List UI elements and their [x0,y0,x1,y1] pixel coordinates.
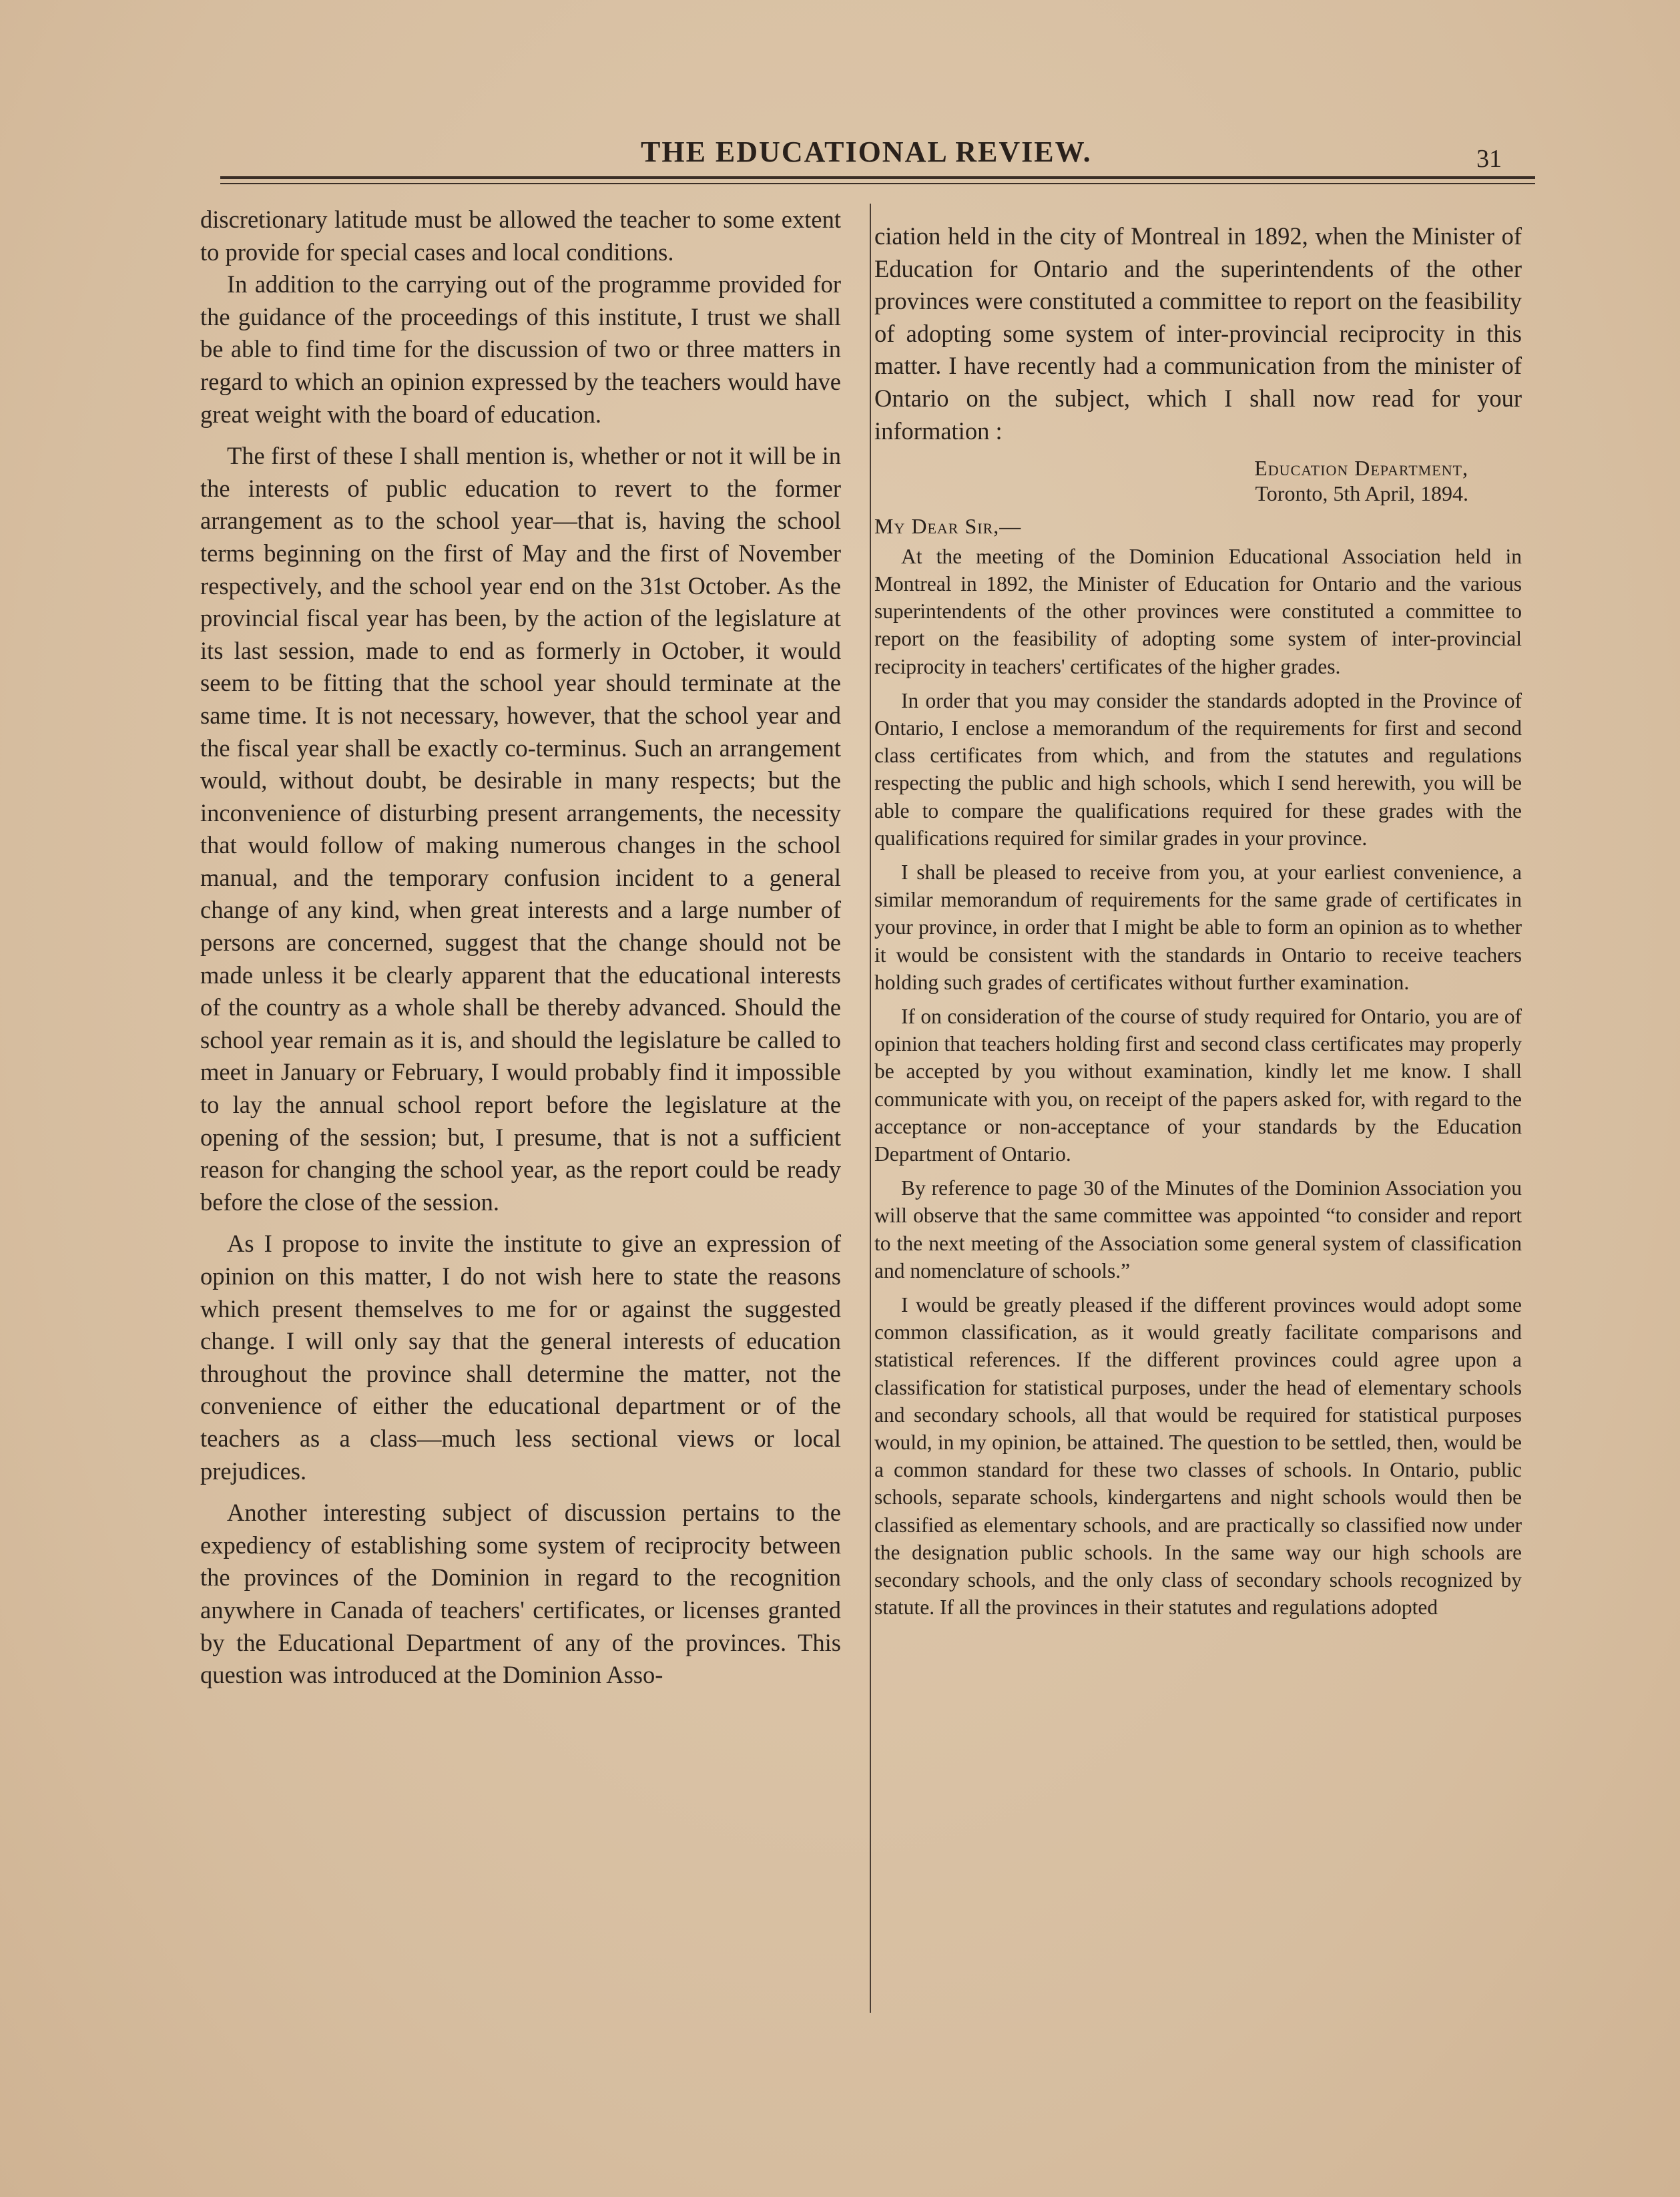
letter-paragraph: I shall be pleased to receive from you, at your earliest convenience, a similar memorandum of requirements for the same grade of certificates in your province, in order that I might be able to form an opinion as to whether it would be consistent with the standards in Ontario to receive teachers holding such grades of certificates without further examination. [874,860,1522,994]
letter-paragraph: If on consideration of the course of study required for Ontario, you are of opinion that teachers holding first and second class certificates may properly be accepted by you without examination, kindly let me know. I shall communicate with you, on receipt of the papers asked for, with regard to the acceptance or non-acceptance of your standards by the Education Department of Ontario. [874,1005,1522,1166]
letter-body [874,543,1522,1622]
paragraph: ciation held in the city of Montreal in 1892, when the Minister of Education for Ontario and the superintendents of the other provinces were constituted a committee to report on the feasibility of adopting some system of inter-provincial reciprocity in this matter. I have recently had a communication from the minister of Ontario on the subject, which I shall now read for your information : [874,222,1522,445]
right-column [874,220,1522,1621]
letter-heading [874,455,1468,506]
paragraph: Another interesting subject of discussion pertains to the expediency of establishing some system of reciprocity between the provinces of the Dominion in regard to the recognition anywhere in Canada of teachers' certificates, or licenses granted by the Educational Department of any of the provinces. This question was introduced at the Dominion Asso- [200,1499,841,1689]
letter-department: Education Department, [1254,456,1468,481]
letter-paragraph: In order that you may consider the standards adopted in the Province of Ontario, I enclose a memorandum of the requirements for first and second class certificates from which, and from the statutes and regulations respecting the public and high schools, which I send herewith, you will be able to compare the qualifications required for these grades with the qualifications required for similar grades in your province. [874,688,1522,850]
left-column [200,204,841,1692]
paragraph: The first of these I shall mention is, whether or not it will be in the interests of public education to revert to the former arrangement as to the school year—that is, having the school terms beginning on the first of May and the first of November respectively, and the school year end on the 31st October. As the provincial fiscal year has been, by the action of the legislature at its last session, made to end as formerly in October, it would seem to be fitting that the school year should terminate at the same time. It is not necessary, however, that the school year and the fiscal year shall be exactly co-terminus. Such an arrangement would, without doubt, be desirable in many respects; but the inconvenience of disturbing present arrangements, the necessity that would follow of making numerous changes in the school manual, and the temporary confusion incident to a general change of any kind, when great interests and a large number of persons are concerned, suggest that the change should not be made unless it be clearly apparent that the educational interests of the country as a whole shall be thereby advanced. Should the school year remain as it is, and should the legislature be called to meet in January or February, I would probably find it impossible to lay the annual school report before the legislature at the opening of the session; but, I presume, that is not a sufficient reason for changing the school year, as the report could be ready before the close of the session. [200,442,841,1216]
letter-paragraph: At the meeting of the Dominion Educational Association held in Montreal in 1892, the Minister of Education for Ontario and the various superintendents of the other provinces were constituted a committee to report on the feasibility of adopting some system of inter-provincial reciprocity in teachers' certificates of the higher grades. [874,544,1522,678]
page-header [214,131,1502,171]
header-rule-thin [220,183,1535,184]
header-rule-thick [220,176,1535,179]
paragraph: discretionary latitude must be allowed the teacher to some extent to provide for special cases and local conditions. [200,206,841,266]
letter-paragraph: I would be greatly pleased if the different provinces would adopt some common classification, as it would greatly facilitate comparisons and statistical references. If the different provinces could agree upon a classification for statistical purposes, under the head of elementary schools and secondary schools, all that would be required for statistical purposes would, in my opinion, be attained. The question to be settled, then, would be a common standard for these two classes of schools. In Ontario, public schools, separate schools, kindergartens and night schools would then be classified as elementary schools, and are practically so classified now under the designation public schools. In the same way our high schools are secondary schools, and the only class of secondary schools recognized by statute. If all the provinces in their statutes and regulations adopted [874,1293,1522,1620]
letter-salutation: My Dear Sir,— [874,514,1022,539]
page-number: 31 [1476,145,1502,173]
letter-paragraph: By reference to page 30 of the Minutes of the Dominion Association you will observe that the same committee was appointed “to consider and report to the next meeting of the Association some general system of classification and nomenclature of schools.” [874,1176,1522,1282]
paragraph: As I propose to invite the institute to give an expression of opinion on this matter, I do not wish here to state the reasons which present themselves to me for or against the suggested change. I will only say that the general interests of education throughout the province shall determine the matter, not the convenience of either the educational department or of the teachers as a class—much less sectional views or local prejudices. [200,1230,841,1485]
column-divider [870,204,871,2013]
letter-place-date: Toronto, 5th April, 1894. [1255,481,1468,506]
running-head: THE EDUCATIONAL REVIEW. [641,136,1092,168]
paragraph: In addition to the carrying out of the programme provided for the guidance of the proceedings of this institute, I trust we shall be able to find time for the discussion of two or three matters in regard to which an opinion expressed by the teachers would have great weight with the board of education. [200,270,841,428]
